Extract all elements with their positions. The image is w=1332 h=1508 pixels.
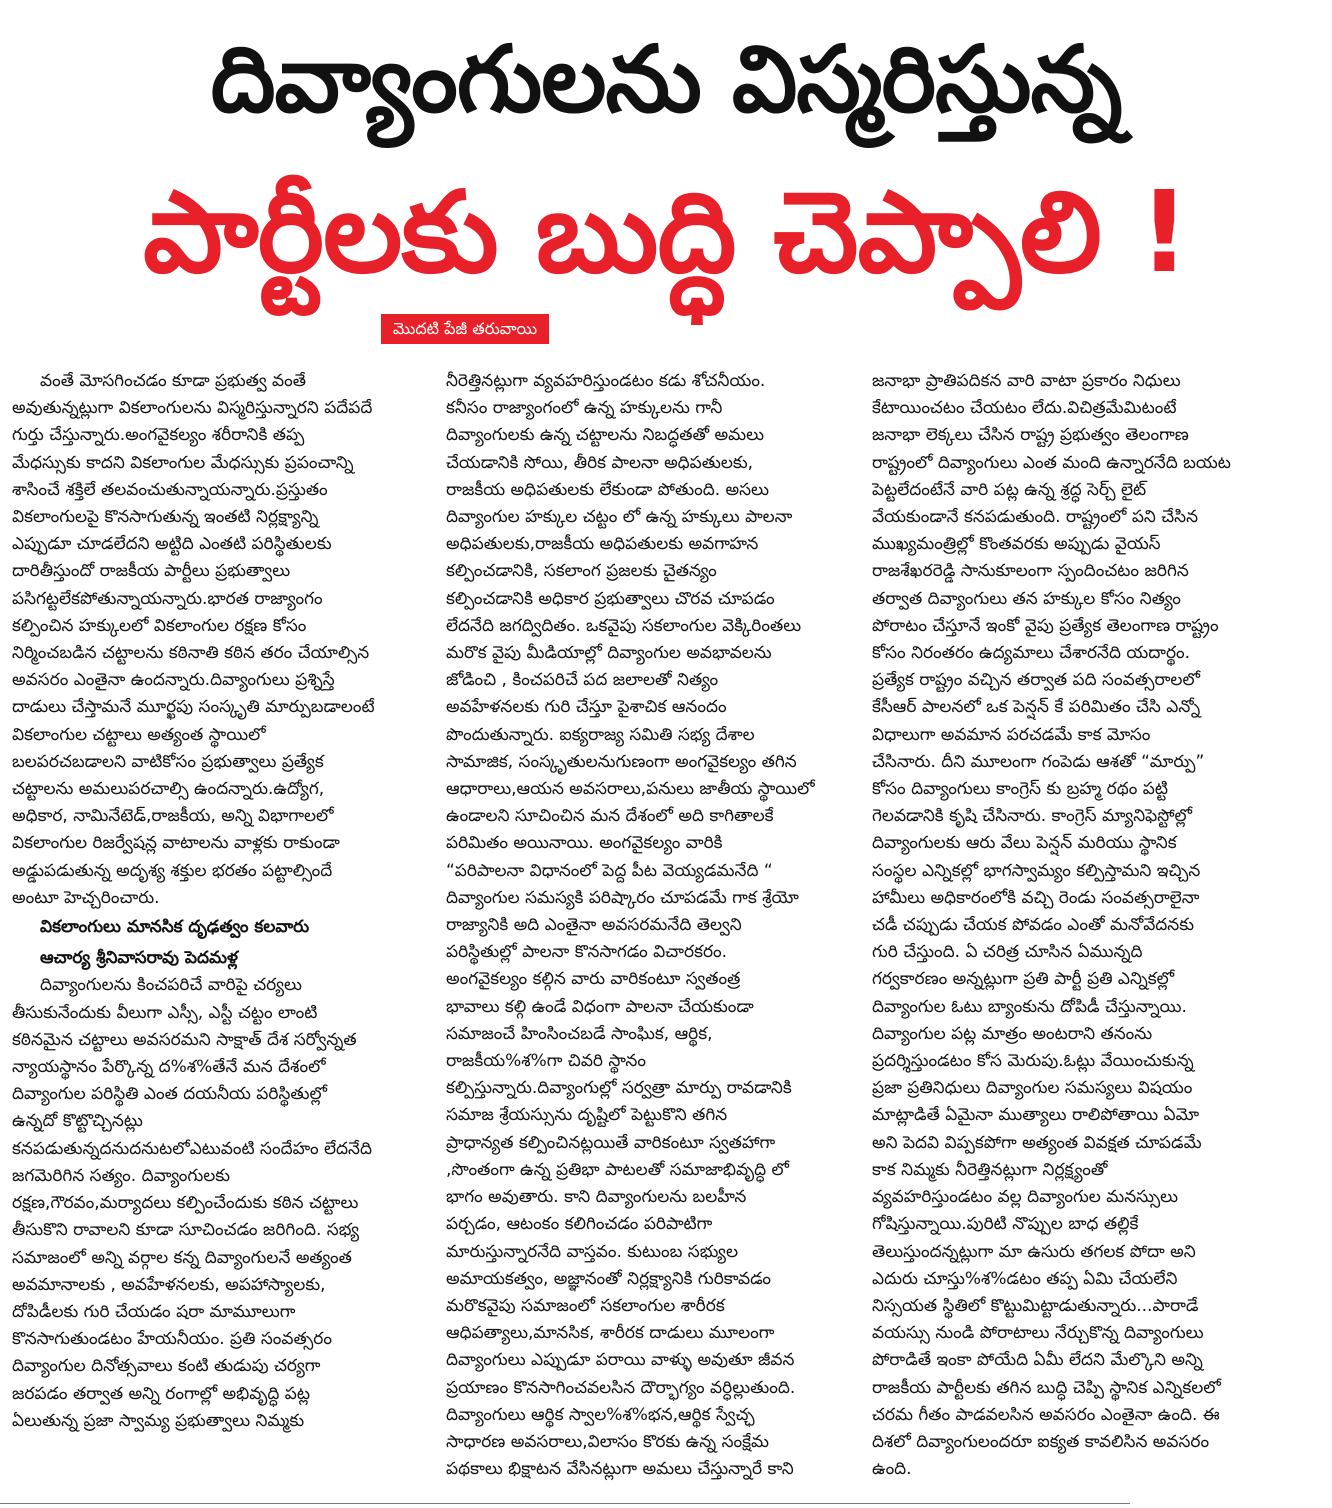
text-line: న్యాయస్థానం పేర్కొన్న ద%శ%తేనే మన దేశంలో xyxy=(12,1057,326,1078)
text-line: కాక నిమ్మకు నీరెత్తినట్లుగా నిర్లక్ష్యంతో xyxy=(872,1159,1108,1180)
text-line: కల్పించడానికి, సకలాంగ ప్రజలకు చైతన్యం xyxy=(446,561,717,582)
text-line: ప్రజా ప్రతినిధులు దివ్యాంగుల సమస్యలు విషయం xyxy=(872,1078,1193,1099)
text-line: వికలాంగుల రిజర్వేషన్ల వాటాలను వాళ్లకు రాకుండా xyxy=(12,833,340,854)
text-line: వంతే మోసగించడం కూడా ప్రభుత్వ వంతే xyxy=(40,371,306,391)
text-line: అవసరం ఎంతైనా ఉందన్నారు.దివ్యాంగులు ప్రశ్నిస్తే xyxy=(12,670,335,691)
text-line: దివ్యాంగుల దినోత్సవాలు కంటి తుడుపు చర్యగా xyxy=(12,1356,321,1377)
text-line: జగమెరిగిన సత్యం. దివ్యాంగులకు xyxy=(12,1165,231,1186)
text-line: అధిపతులకు,రాజకీయ అధిపతులకు అవగాహన xyxy=(446,534,759,555)
text-line: వయస్సు నుండి పోరాటాలు నేర్చుకొన్న దివ్యాంగులు xyxy=(872,1323,1204,1344)
text-line: వికలాంగులపై కొనసాగుతున్న ఇంతటి నిర్లక్ష్యాన్ని xyxy=(12,507,319,528)
text-line: దివ్యాంగుల సమస్యకి పరిష్కారం చూపడమే గాక శ్రేయో xyxy=(446,887,799,908)
text-line: సమాజ శ్రేయస్సును దృష్టిలో పెట్టుకొని తగిన xyxy=(446,1105,728,1126)
text-line: జోడించి , కించపరిచే పద జలాలతో నిత్యం xyxy=(446,670,719,691)
text-line: ప్రత్యేక రాష్ట్రం వచ్చిన తర్వాత పది సంవత్సరాలలో xyxy=(872,670,1200,691)
text-line: నీరెత్తినట్లుగా వ్యవహరిస్తుండటం కడు శోచనీయం. xyxy=(446,371,766,391)
text-line: దివ్యాంగులకు ఉన్న చట్టాలను నిబద్ధతతో అమలు xyxy=(446,425,765,446)
text-line: ఆధారాలు,ఆయన అవసరాలు,పనులు జాతీయ స్థాయిలో xyxy=(446,779,815,800)
text-line: దివ్యాంగుల ఓటు బ్యాంకును దోపిడీ చేస్తున్నాయి. xyxy=(872,996,1187,1017)
text-line: దివ్యాంగుల పట్ల మాత్రం అంటరాని తనంను xyxy=(872,1023,1153,1044)
text-line: చేయడానికి సోయి, తీరిక పాలనా అధిపతులకు, xyxy=(446,452,754,473)
text-line: భావాలు కల్గి ఉండే విధంగా పాలనా చేయకుండా xyxy=(446,996,754,1017)
text-line: దివ్యాంగులు ఆర్థిక స్వాల%శ%భన,ఆర్థిక స్వేచ్ఛ xyxy=(446,1404,755,1425)
text-line: ఎదురు చూస్తు%శ%డటం తప్ప ఏమి చేయలేని xyxy=(872,1268,1178,1289)
text-line: లేదనేది జగద్విదితం. ఒకవైపు సకలాంగుల వెక్కిరింతలు xyxy=(446,615,802,636)
text-line: గురి చేస్తుంది. ఏ చరిత్ర చూసిన ఏమున్నది xyxy=(872,942,1143,963)
text-line: ముఖ్యమంత్రిల్లో కొంతవరకు అప్పుడు వైయస్ xyxy=(872,534,1161,555)
text-line: పథకాలు భిక్షాటన వేసినట్లుగా అమలు చేస్తున్నారే కాని xyxy=(446,1459,794,1480)
text-line: అవమానాలకు , అవహేళనలకు, అపహాస్యాలకు, xyxy=(12,1274,326,1295)
article-column-1 xyxy=(12,368,416,1435)
text-line: మాట్లాడితే ఏమైనా ముత్యాలు రాలిపోతాయి ఏమో xyxy=(872,1105,1200,1126)
text-line: కోసం నిరంతరం ఉద్యమాలు చేశారనేది యదార్థం. xyxy=(872,643,1191,664)
text-line: కఠినమైన చట్టాలు అవసరమని సాక్షాత్ దేశ సర్వోన్నత xyxy=(12,1029,357,1050)
text-line: గెలవడానికి కృషి చేసినారు. కాంగ్రెస్ మ్యానిఫెస్టోల్లో xyxy=(872,806,1193,827)
text-line: రాజకీయ అధిపతులకు లేకుండా పోతుంది. అసలు xyxy=(446,479,769,500)
text-line: తెలుస్తుందన్నట్లుగా మా ఉసురు తగలక పోదా అని xyxy=(872,1241,1196,1262)
text-line: ప్రయాణం కొనసాగించవలసిన దౌర్భాగ్యం వర్ధిల్లుతుంది. xyxy=(446,1377,796,1398)
text-line: ఎప్పుడూ చూడలేదని అట్టిది ఎంతటి పరిస్థితులకు xyxy=(12,534,332,555)
text-line: జనాభా లెక్కలు చేసిన రాష్ట్ర ప్రభుత్వం తెలంగాణ xyxy=(872,425,1189,446)
text-line: గర్వకారణం అన్నట్లుగా ప్రతి పార్టీ ప్రతి ఎన్నికల్లో xyxy=(872,969,1175,990)
column-3-body xyxy=(872,368,1286,1483)
text-line: పొందుతున్నారు. ఐక్యరాజ్య సమితి సభ్య దేశాల xyxy=(446,724,755,745)
article-column-2 xyxy=(446,368,852,1483)
text-line: గుర్తు చేస్తున్నారు.అంగవైకల్యం శరీరానికి తప్ప xyxy=(12,425,305,446)
text-line: దిశలో దివ్యాంగులందరూ ఐక్యత కావలిసిన అవసరం xyxy=(872,1431,1210,1452)
bottom-divider xyxy=(0,1503,1130,1504)
text-line: జనాభా ప్రాతిపదికన వారి వాటా ప్రకారం నిధులు xyxy=(872,371,1181,391)
text-line: వికలాంగుల చట్టాలు అత్యంత స్థాయిలో xyxy=(12,724,266,745)
text-line: దారితీస్తుందో రాజకీయ పార్టీలు ప్రభుత్వాలు xyxy=(12,561,291,582)
text-line: సాధారణ అవసరాలు,విలాసం కొరకు ఉన్న సంక్షేమ xyxy=(446,1431,770,1452)
text-line: జరపడం తర్వాత అన్ని రంగాల్లో అభివృద్ధి పట్ల xyxy=(12,1383,310,1404)
text-line: రాజ్యానికి అది ఎంతైనా అవసరమనేది తెల్వని xyxy=(446,915,742,936)
text-line: ఉంది. xyxy=(872,1459,912,1480)
text-line: కనీసం రాజ్యాంగంలో ఉన్న హక్కులను గానీ xyxy=(446,398,723,419)
text-line: నిస్సయత స్థితిలో కొట్టుమిట్టాడుతున్నారు...పారాడే xyxy=(872,1295,1199,1316)
text-line: వేయకుండానే కనపడుతుంది. రాష్ట్రంలో పని చేసిన xyxy=(872,507,1199,528)
text-line: సంస్థల ఎన్నికల్లో భాగస్వామ్యం కల్పిస్తామని ఇచ్చిన xyxy=(872,860,1201,881)
text-line: దివ్యాంగులకు ఆరు వేలు పెన్షన్ మరియు స్థానిక xyxy=(872,833,1177,854)
text-line: ఆధిపత్యాలు,మానసిక, శారీరక దాడులు మూలంగా xyxy=(446,1323,775,1344)
text-line: గోషిస్తున్నాయి.పురిటి నొప్పుల బాధ తల్లికే xyxy=(872,1214,1139,1235)
text-line: కోసం దివ్యాంగులు కాంగ్రెస్ కు బ్రహ్మ రథం పట్టి xyxy=(872,779,1168,800)
headline-line-2: పార్టీలకు బుద్ధి చెప్పాలి ! xyxy=(143,168,1189,298)
text-line: దివ్యాంగుల హక్కుల చట్టం లో ఉన్న హక్కులు పాలనా xyxy=(446,507,793,528)
text-line: ఏలుతున్న ప్రజా స్వామ్య ప్రభుత్వాలు నిమ్మకు xyxy=(12,1410,305,1431)
text-line: అవహేళనలకు గురి చేస్తూ పైశాచిక ఆనందం xyxy=(446,697,727,718)
subheading-1: వికలాంగులు మానసిక దృఢత్వం కలవారు xyxy=(40,917,310,938)
column-2-body xyxy=(446,368,852,1483)
text-line: తర్వాత దివ్యాంగులు తన హక్కుల కోసం నిత్యం xyxy=(872,588,1181,609)
text-line: పెట్టలేదంటేనే వారి పట్ల ఉన్న శ్రద్ధ సెర్చ్ లైట్ xyxy=(872,479,1147,500)
text-line: పోరాడితే ఇంకా పోయేది ఏమీ లేదని మేల్కొని అన్ని xyxy=(872,1350,1203,1371)
text-line: ఉండాలని సూచించిన మన దేశంలో అది కాగితాలకే xyxy=(446,806,774,827)
text-line: బలపరచబడాలని వాటికోసం ప్రభుత్వాలు ప్రత్యేక xyxy=(12,751,324,772)
text-line: అడ్డుపడుతున్న అదృశ్య శక్తుల భరతం పట్టాల్సిందే xyxy=(12,860,333,881)
text-line: చరమ గీతం పాడవలసిన అవసరం ఎంతైనా ఉంది. ఈ xyxy=(872,1404,1220,1425)
text-line: కనపడుతున్నదనుదనుటలోఎటువంటి సందేహం లేదనేది xyxy=(12,1138,372,1159)
text-line: శాసించే శక్తిలే తలవంచుతున్నాయన్నారు.ప్రస్తుతం xyxy=(12,479,328,500)
text-line: కల్పిస్తున్నారు.దివ్యాంగుల్లో సర్వత్రా మార్పు రావడానికి xyxy=(446,1078,792,1099)
text-line: విధాలుగా అవమాన పరచడమే కాక మోసం xyxy=(872,724,1151,745)
text-line: చట్టాలను అమలుపరచాల్సి ఉందన్నారు.ఉద్యోగ, xyxy=(12,779,325,800)
text-line: సామాజిక, సంస్కృతులనుగుణంగా అంగవైకల్యం తగిన xyxy=(446,751,797,772)
text-line: హామీలు అధికారంలోకి వచ్చి రెండు సంవత్సరాలైనా xyxy=(872,887,1200,908)
column-1-body-a xyxy=(12,368,416,912)
text-line: దివ్యాంగుల పరిస్థితి ఎంత దయనీయ పరిస్థితుల్లో xyxy=(12,1084,328,1105)
text-line: రక్షణ,గౌరవం,మర్యాదలు కల్పించేందుకు కఠిన చట్టాలు xyxy=(12,1193,359,1214)
text-line: కల్పించడానికి అధికార ప్రభుత్వాలు చొరవ చూపడం xyxy=(446,588,775,609)
text-line: దివ్యాంగులు ఎప్పుడూ పరాయి వాళ్ళు అవుతూ జీవన xyxy=(446,1350,795,1371)
text-line: “పరిపాలనా విధానంలో పెద్ద పీట వెయ్యడమనేది “ xyxy=(446,860,773,881)
text-line: రాజకీయ%శ%గా చివరి స్థానం xyxy=(446,1051,646,1072)
text-line: మేధస్సుకు కాదని వికలాంగుల మేధస్సుకు ప్రపంచాన్ని xyxy=(12,452,354,473)
text-line: పరిమితం అయినాయి. అంగవైకల్యం వారికి xyxy=(446,833,723,854)
text-line: తీసుకొని రావాలని కూడా సూచించడం జరిగింది. సభ్య xyxy=(12,1220,360,1241)
text-line: అని పెదవి విప్పకపోగా అత్యంత వివక్షత చూపడమే xyxy=(872,1132,1202,1153)
text-line: ,సొంతంగా ఉన్న ప్రతిభా పాటలతో సమాజాభివృద్ధి లో xyxy=(446,1159,789,1180)
text-line: కేసీఆర్ పాలనలో ఒక పెన్షన్ కే పరిమితం చేసి ఎన్నో xyxy=(872,697,1201,718)
text-line: మారుస్తున్నారనేది వాస్తవం. కుటుంబ సభ్యుల xyxy=(446,1241,739,1262)
text-line: వ్యవహరిస్తుండటం వల్ల దివ్యాంగుల మనస్సులు xyxy=(872,1187,1179,1208)
text-line: భాగం అవుతారు. కాని దివ్యాంగులను బలహీన xyxy=(446,1187,747,1208)
text-line: రాజశేఖరరెడ్డి సానుకూలంగా స్పందించటం జరిగిన xyxy=(872,561,1189,582)
text-line: మరొక వైపు మీడియాల్లో దివ్యాంగుల అవభావలను xyxy=(446,643,772,664)
text-line: రాజకీయ పార్టీలకు తగిన బుద్ధి చెప్పి స్థానిక ఎన్నికలలో xyxy=(872,1377,1221,1398)
headline-line-1: దివ్యాంగులను విస్మరిస్తున్న xyxy=(210,26,1122,133)
text-line: కొనసాగుతుండటం హేయనీయం. ప్రతి సంవత్సరం xyxy=(12,1329,332,1350)
text-line: మరొకవైపు సమాజంలో సకలాంగుల శారీరక xyxy=(446,1295,725,1316)
text-line: నిర్మించబడిన చట్టాలను కఠినాతి కఠిన తరం చేయాల్సిన xyxy=(12,643,370,664)
continuation-tag: మొదటి పేజీ తరువాయి xyxy=(381,314,549,344)
text-line: కల్పించిన హక్కులలో వికలాంగుల రక్షణ కోసం xyxy=(12,615,307,636)
text-line: దోపిడీలకు గురి చేయడం షరా మామూలుగా xyxy=(12,1301,296,1322)
subheading-2: ఆచార్య శ్రీనివాసరావు పెదమళ్ల xyxy=(40,948,238,969)
text-line: పరిస్థితుల్లో పాలనా కొనసాగడం విచారకరం. xyxy=(446,942,728,963)
text-line: ప్రదర్శిస్తుండటం కోస మెరుపు.ఓట్లు వేయించుకున్న xyxy=(872,1051,1194,1072)
text-line: దాడులు చేస్తామనే మూర్ఖపు సంస్కృతి మార్పుబడాలంటే xyxy=(12,697,375,718)
text-line: పోరాటం చేస్తూనే ఇంకో వైపు ప్రత్యేక తెలంగాణ రాష్ట్రం xyxy=(872,615,1219,636)
text-line: చేసినారు. దీని మూలంగా గంపెడు ఆశతో “మార్పు” xyxy=(872,751,1205,772)
text-line: పర్చడం, ఆటంకం కలిగించడం పరిపాటిగా xyxy=(446,1214,713,1235)
text-line: అంగవైకల్యం కల్గిన వారు వారికంటూ స్వతంత్ర xyxy=(446,969,741,990)
text-line: చడీ చప్పుడు చేయక పోవడం ఎంతో మనోవేదనకు xyxy=(872,915,1194,936)
text-line: సమాజంచే హింసించబడే సాంఘిక, ఆర్థిక, xyxy=(446,1023,713,1044)
text-line: పసిగట్టలేకపోతున్నాయన్నారు.భారత రాజ్యాంగం xyxy=(12,588,323,609)
text-line: అధికార, నామినేటెడ్,రాజకీయ, అన్ని విభాగాలలో xyxy=(12,806,334,827)
text-line: రాష్ట్రంలో దివ్యాంగులు ఎంత మంది ఉన్నారనేది బయట xyxy=(872,452,1231,473)
text-line: అమాయకత్వం, అజ్ఞానంతో నిర్లక్ష్యానికి గురికావడం xyxy=(446,1268,772,1289)
text-line: ఉన్నదో కొట్టొచ్చినట్లు xyxy=(12,1111,143,1132)
text-line: ప్రాధాన్యత కల్పించినట్లయితే వారికంటూ స్వతహాగా xyxy=(446,1132,776,1153)
text-line: అవుతున్నట్లుగా వికలాంగులను విస్మరిస్తున్నారని పదేపదే xyxy=(12,398,373,419)
column-1-body-b xyxy=(12,972,416,1434)
article-column-3 xyxy=(872,368,1286,1483)
text-line: అంటూ హెచ్చరించారు. xyxy=(12,887,160,908)
text-line: కేటాయించటం చేయటం లేదు.విచిత్రమేమిటంటే xyxy=(872,398,1177,419)
text-line: తీసుకునేందుకు వీలుగా ఎస్సీ, ఎస్టీ చట్టం లాంటి xyxy=(12,1002,318,1023)
text-line: దివ్యాంగులను కించపరిచే వారిపై చర్యలు xyxy=(40,975,302,996)
text-line: సమాజంలో అన్ని వర్గాల కన్న దివ్యాంగులనే అత్యంత xyxy=(12,1247,352,1268)
